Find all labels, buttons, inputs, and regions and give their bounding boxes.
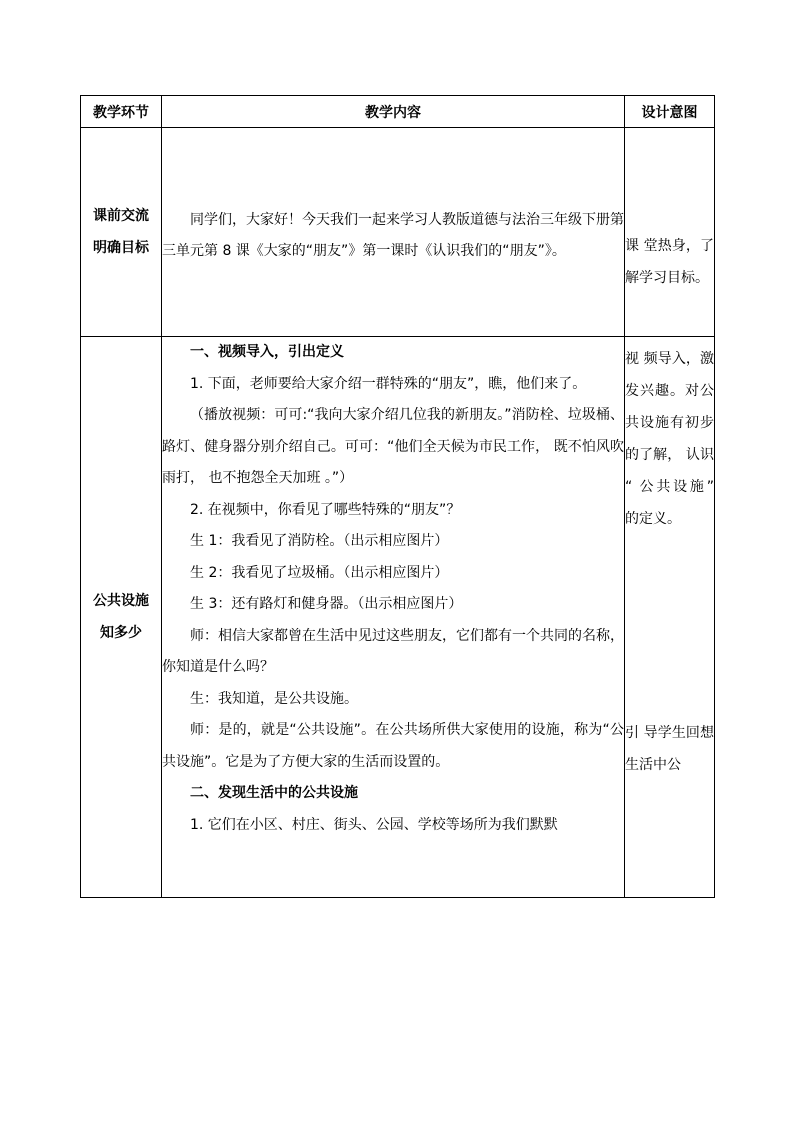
phase-line: 公共设施 [93,593,149,609]
phase-line: 知多少 [100,625,142,641]
content-paragraph: 生 3：还有路灯和健身器。（出示相应图片） [190,596,463,612]
phase-cell [81,337,162,898]
content-paragraph: 师：是的，就是“公共设施”。在公共场所供大家使用的设施，称为“公共设施”。它是为了方便大家的生活而设置的。 [162,722,624,770]
table-row [81,337,715,898]
content-paragraph: 1. 下面，老师要给大家介绍一群特殊的“朋友”，瞧，他们来了。 [190,375,587,392]
section-heading: 二、发现生活中的公共设施 [190,785,358,801]
content-paragraph: 同学们，大家好！今天我们一起来学习人教版道德与法治三年级下册第三单元第 8 课《大家的“朋友”》第一课时《认识我们的“朋友”》。 [162,211,624,259]
header-content: 教学内容 [162,96,625,128]
content-paragraph: 生 1：我看见了消防栓。（出示相应图片） [190,533,449,549]
header-phase: 教学环节 [81,96,162,128]
content-cell [162,128,625,337]
table-header-row [81,96,715,128]
header-intent: 设计意图 [625,96,715,128]
table-row [81,128,715,337]
content-paragraph: 生：我知道，是公共设施。 [190,690,358,707]
content-cell [162,337,625,898]
intent-text: 课 堂热身，了解学习目标。 [625,238,714,286]
content-paragraph: （播放视频：可可:“我向大家介绍几位我的新朋友。”消防栓、垃圾桶、路灯、健身器分别介绍自己。可可：“他们全天候为市民工作， 既不怕风吹雨打， 也不抱怨全天加班 。”） [162,407,624,486]
intent-text: 视 频导入，激发兴趣。对公共设施有初步的了解， 认识 “ 公共设施” 的定义。 [625,351,714,527]
content-paragraph: 生 2：我看见了垃圾桶。（出示相应图片） [190,564,449,581]
lesson-plan-table [80,95,715,898]
intent-cell [625,337,715,898]
content-paragraph: 1. 它们在小区、村庄、街头、公园、学校等场所为我们默默 [190,816,558,833]
phase-line: 课前交流 [93,208,149,224]
intent-cell [625,128,715,337]
intent-text: 引 导学生回想生活中公 [625,725,714,773]
content-paragraph: 2. 在视频中，你看见了哪些特殊的“朋友”？ [190,501,461,518]
content-paragraph: 师：相信大家都曾在生活中见过这些朋友，它们都有一个共同的名称，你知道是什么吗？ [162,627,624,675]
phase-line: 明确目标 [93,240,149,256]
phase-cell [81,128,162,337]
section-heading: 一、视频导入，引出定义 [190,344,344,360]
